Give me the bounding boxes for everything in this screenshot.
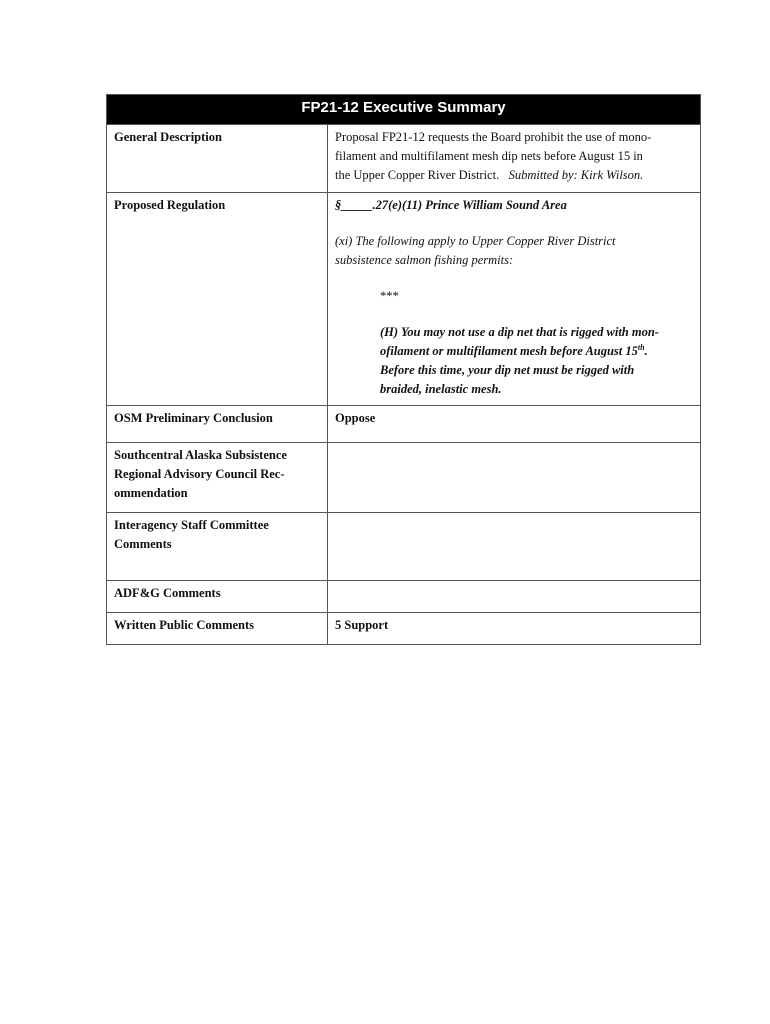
submitted-by-text: Submitted by: Kirk Wilson. [508, 168, 644, 182]
regulation-xi-line-1: (xi) The following apply to Upper Copper River District [335, 234, 616, 248]
row-label-southcentral-council [107, 443, 328, 513]
row-value-interagency-staff [328, 513, 701, 581]
regulation-h-superscript: th [637, 342, 645, 352]
regulation-xi-line-2: subsistence salmon fishing permits: [335, 253, 514, 267]
general-text-line-2: filament and multifilament mesh dip nets before August 15 in [335, 149, 643, 163]
regulation-h-line-2 [335, 342, 693, 361]
southcentral-label-line-1: Southcentral Alaska Subsistence [114, 448, 287, 462]
row-value-general-description [328, 125, 701, 193]
general-text-line-3-text: the Upper Copper River District. [335, 168, 500, 182]
interagency-label-line-2: Comments [114, 537, 172, 551]
table-row-southcentral-council [107, 443, 701, 513]
table-row-general-description [107, 125, 701, 193]
regulation-h-line-2-text: ofilament or multifilament mesh before August 15 [380, 344, 638, 358]
executive-summary-table [106, 94, 701, 645]
table-title: FP21-12 Executive Summary [107, 95, 701, 125]
regulation-h-line-4: braided, inelastic mesh. [380, 382, 502, 396]
general-text-line-1: Proposal FP21-12 requests the Board prohibit the use of mono- [335, 130, 652, 144]
row-value-adfg-comments [328, 581, 701, 613]
table-row-adfg-comments [107, 581, 701, 613]
row-label-written-public-comments: Written Public Comments [107, 613, 328, 645]
southcentral-label-line-3: ommendation [114, 486, 188, 500]
regulation-section-heading: §_____.27(e)(11) Prince William Sound Area [335, 198, 567, 212]
row-label-proposed-regulation: Proposed Regulation [107, 193, 328, 406]
table-row-proposed-regulation [107, 193, 701, 406]
regulation-h-line-3: Before this time, your dip net must be rigged with [380, 363, 635, 377]
regulation-h-line-2-end: . [644, 344, 648, 358]
southcentral-label-line-2: Regional Advisory Council Rec- [114, 467, 285, 481]
table-row-interagency-staff [107, 513, 701, 581]
row-label-osm-conclusion: OSM Preliminary Conclusion [107, 406, 328, 443]
interagency-label-line-1: Interagency Staff Committee [114, 518, 269, 532]
table-title-row [107, 95, 701, 125]
table-row-osm-conclusion [107, 406, 701, 443]
regulation-asterisks: *** [380, 289, 399, 303]
row-value-proposed-regulation [328, 193, 701, 406]
row-value-written-public-comments: 5 Support [328, 613, 701, 645]
row-label-interagency-staff [107, 513, 328, 581]
general-text-line-3 [335, 166, 693, 185]
regulation-h-line-1: (H) You may not use a dip net that is rigged with mon- [380, 325, 659, 339]
table-row-written-public-comments [107, 613, 701, 645]
row-label-general-description: General Description [107, 125, 328, 193]
row-value-southcentral-council [328, 443, 701, 513]
row-value-osm-conclusion: Oppose [328, 406, 701, 443]
row-label-adfg-comments: ADF&G Comments [107, 581, 328, 613]
